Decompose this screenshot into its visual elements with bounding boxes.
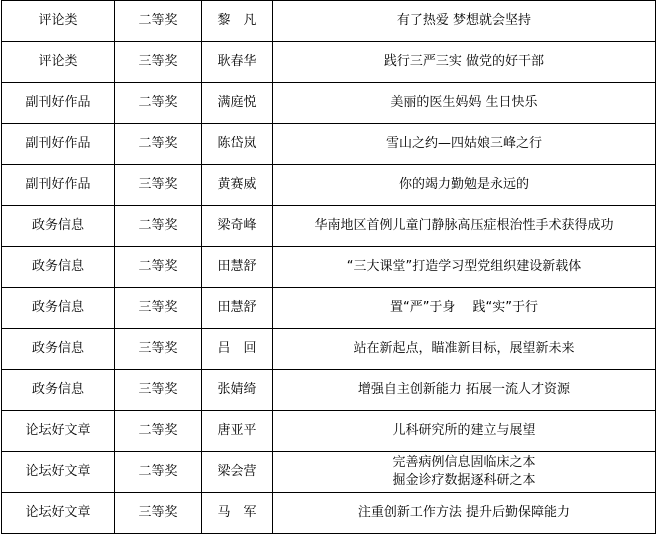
article-title-cell (273, 1, 656, 42)
article-title-line: 你的竭力勤勉是永远的 (398, 177, 529, 192)
article-title-line: 注重创新工作方法 提升后勤保障能力 (357, 505, 571, 520)
table-row (2, 83, 656, 124)
article-title-cell (273, 411, 656, 452)
category-cell: 论坛好文章 (2, 452, 115, 493)
category-cell: 评论类 (2, 42, 115, 83)
prize-cell: 三等奖 (115, 370, 202, 411)
author-name-cell: 陈岱岚 (202, 124, 273, 165)
category-cell: 副刊好作品 (2, 83, 115, 124)
prize-cell: 二等奖 (115, 411, 202, 452)
author-name-cell: 黎 凡 (202, 1, 273, 42)
prize-cell: 二等奖 (115, 452, 202, 493)
article-title-cell (273, 370, 656, 411)
table-row (2, 165, 656, 206)
author-name-cell: 黄赛威 (202, 165, 273, 206)
category-cell: 政务信息 (2, 370, 115, 411)
article-title-cell (273, 83, 656, 124)
table-row (2, 1, 656, 42)
article-title-line: 掘金诊疗数据逐科研之本 (392, 473, 536, 488)
article-title-cell (273, 124, 656, 165)
prize-cell: 二等奖 (115, 247, 202, 288)
prize-cell: 二等奖 (115, 83, 202, 124)
prize-cell: 二等奖 (115, 206, 202, 247)
prize-cell: 三等奖 (115, 288, 202, 329)
article-title-line: 雪山之约—四姑娘三峰之行 (385, 136, 542, 151)
table-row (2, 370, 656, 411)
category-cell: 政务信息 (2, 329, 115, 370)
article-title-line: 儿科研究所的建立与展望 (392, 423, 536, 438)
author-name-cell: 梁会营 (202, 452, 273, 493)
author-name-cell: 田慧舒 (202, 288, 273, 329)
author-name-cell: 梁奇峰 (202, 206, 273, 247)
article-title-line: 站在新起点，瞄准新目标，展望新未来 (353, 341, 575, 356)
table-row (2, 493, 656, 534)
article-title-line: 美丽的医生妈妈 生日快乐 (390, 95, 538, 110)
author-name-cell: 吕 回 (202, 329, 273, 370)
author-name-cell: 唐亚平 (202, 411, 273, 452)
article-title-line: 践行三严三实 做党的好干部 (383, 54, 545, 69)
category-cell: 副刊好作品 (2, 124, 115, 165)
table-row (2, 206, 656, 247)
article-title-cell (273, 288, 656, 329)
article-title-line: 华南地区首例儿童门静脉高压症根治性手术获得成功 (314, 218, 614, 233)
author-name-cell: 满庭悦 (202, 83, 273, 124)
article-title-cell (273, 493, 656, 534)
prize-cell: 三等奖 (115, 42, 202, 83)
table-row (2, 329, 656, 370)
awards-table (1, 0, 656, 534)
table-row (2, 452, 656, 493)
prize-cell: 三等奖 (115, 165, 202, 206)
article-title-cell (273, 42, 656, 83)
article-title-line: 有了热爱 梦想就会坚持 (396, 13, 532, 28)
table-row (2, 411, 656, 452)
category-cell: 政务信息 (2, 206, 115, 247)
category-cell: 政务信息 (2, 247, 115, 288)
table-row (2, 247, 656, 288)
category-cell: 政务信息 (2, 288, 115, 329)
article-title-cell (273, 329, 656, 370)
article-title-line: 完善病例信息固临床之本 (392, 455, 536, 470)
article-title-cell (273, 247, 656, 288)
article-title-line: “三大课堂”打造学习型党组织建设新载体 (346, 259, 582, 274)
prize-cell: 三等奖 (115, 493, 202, 534)
category-cell: 评论类 (2, 1, 115, 42)
prize-cell: 二等奖 (115, 124, 202, 165)
prize-cell: 二等奖 (115, 1, 202, 42)
category-cell: 论坛好文章 (2, 411, 115, 452)
table-row (2, 124, 656, 165)
article-title-line: 置“严”于身 践“实”于行 (389, 300, 539, 315)
author-name-cell: 马 军 (202, 493, 273, 534)
awards-table-body (2, 1, 656, 534)
author-name-cell: 耿春华 (202, 42, 273, 83)
prize-cell: 三等奖 (115, 329, 202, 370)
category-cell: 论坛好文章 (2, 493, 115, 534)
author-name-cell: 张婧绮 (202, 370, 273, 411)
article-title-cell (273, 165, 656, 206)
author-name-cell: 田慧舒 (202, 247, 273, 288)
table-row (2, 288, 656, 329)
category-cell: 副刊好作品 (2, 165, 115, 206)
table-row (2, 42, 656, 83)
article-title-cell (273, 206, 656, 247)
article-title-line: 增强自主创新能力 拓展一流人才资源 (357, 382, 571, 397)
article-title-cell (273, 452, 656, 493)
